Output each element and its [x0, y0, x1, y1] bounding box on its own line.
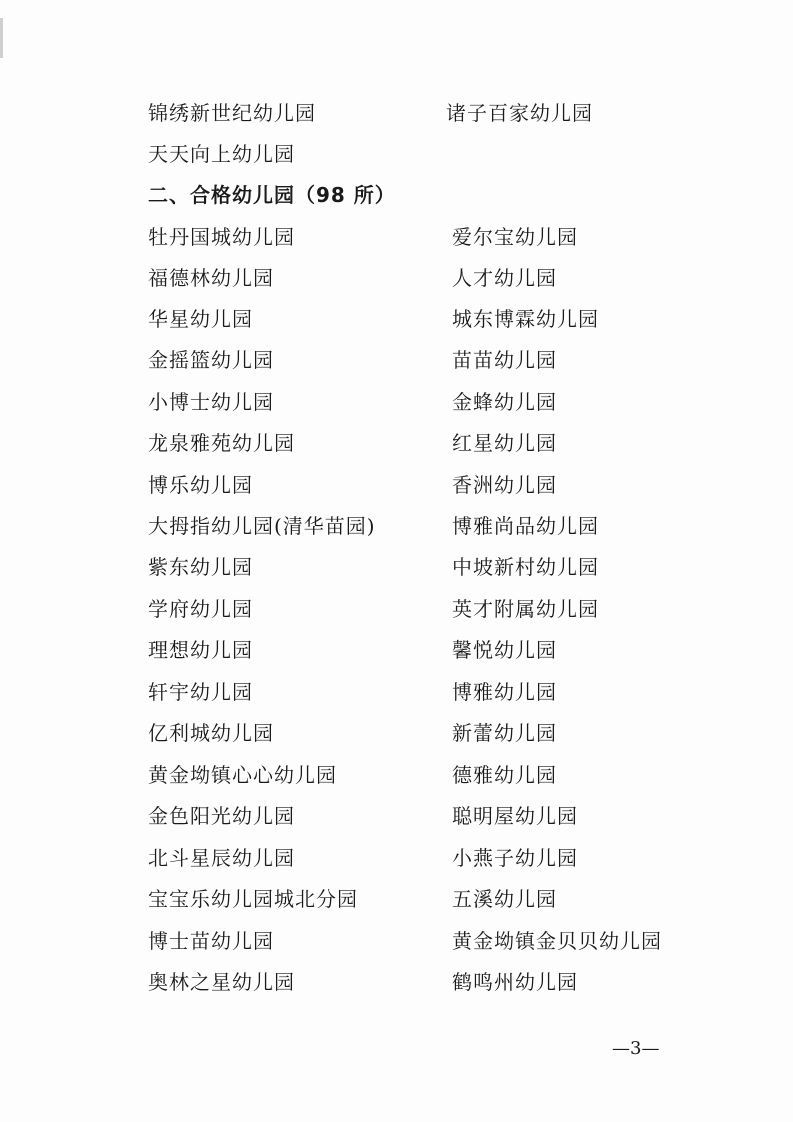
list-row — [0, 98, 793, 128]
kindergarten-name: 博雅尚品幼儿园 — [452, 514, 599, 538]
list-row — [0, 884, 793, 914]
kindergarten-name: 小燕子幼儿园 — [452, 846, 578, 870]
kindergarten-name: 新蕾幼儿园 — [452, 721, 557, 745]
kindergarten-name: 苗苗幼儿园 — [452, 348, 557, 372]
kindergarten-name: 城东博霖幼儿园 — [452, 307, 599, 331]
kindergarten-name: 紫东幼儿园 — [148, 555, 253, 579]
kindergarten-name: 红星幼儿园 — [452, 431, 557, 455]
kindergarten-name: 金色阳光幼儿园 — [148, 804, 295, 828]
kindergarten-name: 金摇篮幼儿园 — [148, 348, 274, 372]
kindergarten-name: 博乐幼儿园 — [148, 473, 253, 497]
kindergarten-name: 锦绣新世纪幼儿园 — [148, 101, 316, 125]
kindergarten-name: 人才幼儿园 — [452, 266, 557, 290]
list-row — [0, 345, 793, 375]
list-row — [0, 760, 793, 790]
kindergarten-name: 大拇指幼儿园(清华苗园) — [148, 514, 376, 538]
list-row — [0, 926, 793, 956]
list-row — [0, 222, 793, 252]
scan-edge-mark — [0, 18, 3, 58]
kindergarten-name: 英才附属幼儿园 — [452, 597, 599, 621]
list-row — [0, 511, 793, 541]
kindergarten-name: 轩宇幼儿园 — [148, 680, 253, 704]
kindergarten-name: 金蜂幼儿园 — [452, 390, 557, 414]
list-row — [0, 967, 793, 997]
kindergarten-name: 博雅幼儿园 — [452, 680, 557, 704]
list-row — [0, 139, 793, 169]
list-row — [0, 594, 793, 624]
kindergarten-name: 华星幼儿园 — [148, 307, 253, 331]
list-row — [0, 552, 793, 582]
kindergarten-name: 中坡新村幼儿园 — [452, 555, 599, 579]
list-row — [0, 387, 793, 417]
kindergarten-name: 天天向上幼儿园 — [148, 142, 295, 166]
kindergarten-name: 聪明屋幼儿园 — [452, 804, 578, 828]
list-row — [0, 428, 793, 458]
kindergarten-name: 博士苗幼儿园 — [148, 929, 274, 953]
kindergarten-name: 龙泉雅苑幼儿园 — [148, 431, 295, 455]
kindergarten-name: 亿利城幼儿园 — [148, 721, 274, 745]
section-heading: 二、合格幼儿园（98 所） — [148, 183, 396, 207]
list-row — [0, 470, 793, 500]
list-row — [0, 263, 793, 293]
kindergarten-name: 宝宝乐幼儿园城北分园 — [148, 887, 358, 911]
kindergarten-name: 黄金坳镇金贝贝幼儿园 — [452, 929, 662, 953]
kindergarten-name: 北斗星辰幼儿园 — [148, 846, 295, 870]
kindergarten-name: 奥林之星幼儿园 — [148, 970, 295, 994]
kindergarten-name: 福德林幼儿园 — [148, 266, 274, 290]
list-row — [0, 677, 793, 707]
kindergarten-name: 德雅幼儿园 — [452, 763, 557, 787]
kindergarten-name: 黄金坳镇心心幼儿园 — [148, 763, 337, 787]
kindergarten-name: 五溪幼儿园 — [452, 887, 557, 911]
kindergarten-name: 爱尔宝幼儿园 — [452, 225, 578, 249]
page-number: —3— — [612, 1038, 660, 1059]
kindergarten-name: 香洲幼儿园 — [452, 473, 557, 497]
kindergarten-name: 理想幼儿园 — [148, 638, 253, 662]
list-row — [0, 801, 793, 831]
kindergarten-name: 牡丹国城幼儿园 — [148, 225, 295, 249]
kindergarten-name: 鹤鸣州幼儿园 — [452, 970, 578, 994]
list-row — [0, 718, 793, 748]
kindergarten-name: 小博士幼儿园 — [148, 390, 274, 414]
list-row — [0, 304, 793, 334]
kindergarten-name: 馨悦幼儿园 — [452, 638, 557, 662]
kindergarten-name: 学府幼儿园 — [148, 597, 253, 621]
list-row — [0, 635, 793, 665]
list-row — [0, 843, 793, 873]
kindergarten-name: 诸子百家幼儿园 — [446, 101, 593, 125]
